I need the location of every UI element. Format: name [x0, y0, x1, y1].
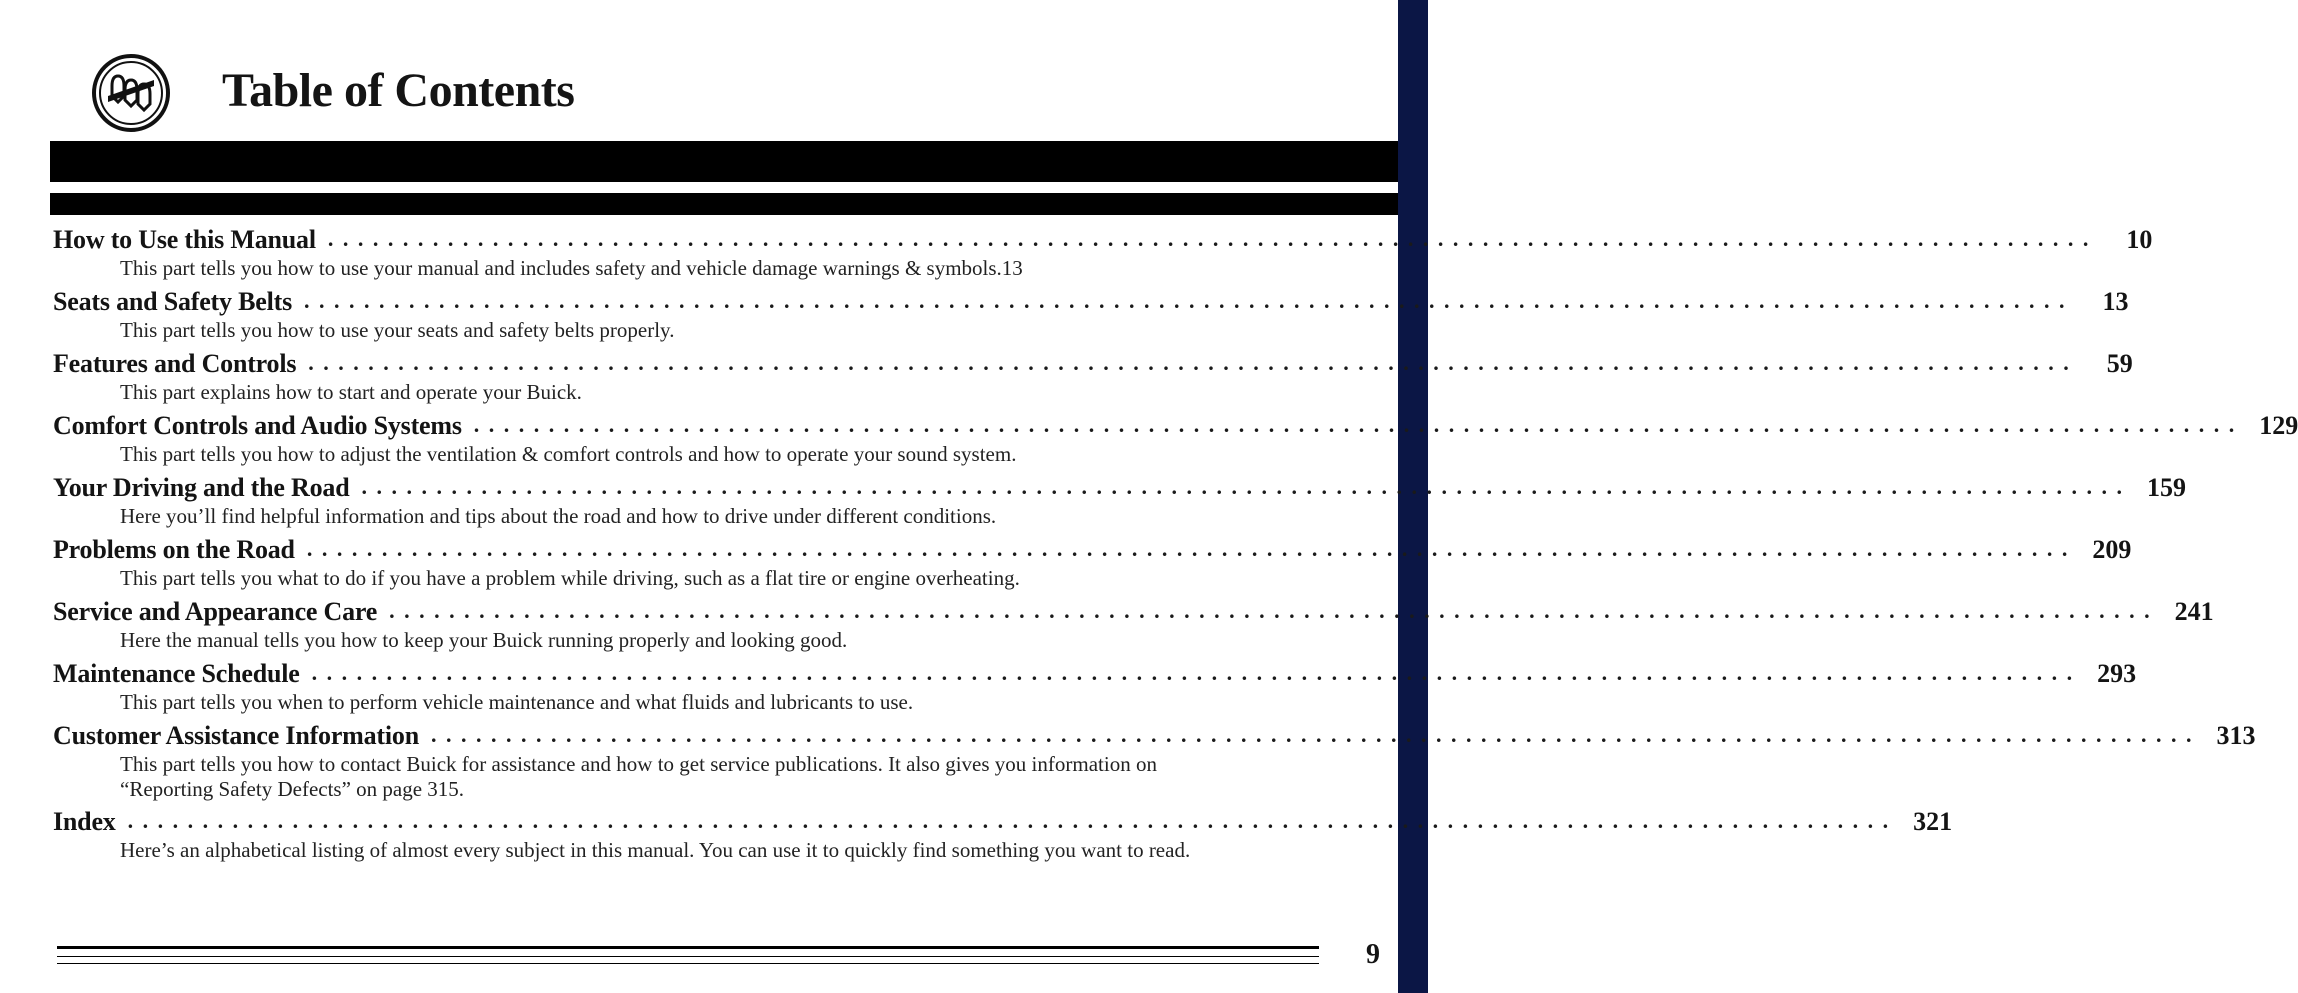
toc-page-number[interactable]: 129 — [2259, 411, 2298, 440]
toc-entry-how-to-use — [53, 224, 2153, 286]
header-band — [50, 141, 1398, 182]
leader-dots: . . . . . . . . . . . . . . . . . . . . . . . . . . . . . . . . . . . . . . . . . . . . . . . . . . . . . . . . . . . . . . . . . . . . . . . . . . . . . . . . . . . . . . . . . . . . . . . . . . . . . . . . . . . . . . . . . . . . . . — [311, 660, 2075, 685]
toc-entry-title[interactable]: Seats and Safety Belts — [53, 287, 292, 316]
toc-page-number[interactable]: 293 — [2097, 659, 2137, 688]
toc-page-number[interactable]: 321 — [1913, 807, 1953, 836]
leader-dots: . . . . . . . . . . . . . . . . . . . . . . . . . . . . . . . . . . . . . . . . . . . . . . . . . . . . . . . . . . . . . . . . . . . . . . . . . . . . . . . . . . . . . . . . . . . . . . . . . . . . . . . . . . . . . . . . . . . . . . — [127, 808, 1891, 833]
toc-entry-title[interactable]: Your Driving and the Road — [53, 473, 350, 502]
toc-page-number[interactable]: 313 — [2216, 721, 2256, 750]
page-title: Table of Contents — [222, 64, 575, 117]
toc-entry-description: This part tells you what to do if you have a problem while driving, such as a flat tire or engine overheating. — [120, 566, 1020, 590]
toc-entry-title[interactable]: Features and Controls — [53, 349, 297, 378]
footer-rule — [57, 946, 1319, 949]
toc-entry-title[interactable]: Maintenance Schedule — [53, 659, 300, 688]
toc-entry-description: This part explains how to start and operate your Buick. — [120, 380, 582, 404]
header-band-thin — [50, 193, 1398, 215]
leader-dots: . . . . . . . . . . . . . . . . . . . . . . . . . . . . . . . . . . . . . . . . . . . . . . . . . . . . . . . . . . . . . . . . . . . . . . . . . . . . . . . . . . . . . . . . . . . . . . . . . . . . . . . . . . . . . . . . . . . . . . — [308, 350, 2071, 375]
toc-entry-description: Here’s an alphabetical listing of almost every subject in this manual. You can use it to quickly find something you want to read. — [120, 838, 1191, 862]
toc-entry-description: Here you’ll find helpful information and tips about the road and how to drive under different conditions. — [120, 504, 997, 528]
toc-entry-index — [53, 806, 1953, 892]
toc-entry-description: This part tells you how to use your seats and safety belts properly. — [120, 318, 675, 342]
folio-page-number: 9 — [1366, 939, 1380, 970]
buick-tri-shield-icon — [90, 52, 172, 134]
toc-entry-seats-belts — [53, 286, 2129, 348]
footer-rule — [57, 956, 1319, 957]
toc-page-number[interactable]: 241 — [2174, 597, 2214, 626]
toc-list — [53, 224, 2298, 892]
toc-page-number[interactable]: 13 — [2102, 287, 2129, 316]
toc-page-number[interactable]: 159 — [2146, 473, 2186, 502]
toc-entry-title[interactable]: How to Use this Manual — [53, 225, 316, 254]
toc-entry-description: This part tells you how to use your manual and includes safety and vehicle damage warnings & symbols.13 — [120, 256, 1023, 280]
leader-dots: . . . . . . . . . . . . . . . . . . . . . . . . . . . . . . . . . . . . . . . . . . . . . . . . . . . . . . . . . . . . . . . . . . . . . . . . . . . . . . . . . . . . . . . . . . . . . . . . . . . . . . . . . . . . . . . . . . . . . . — [304, 288, 2067, 313]
toc-entry-service-care — [53, 596, 2214, 658]
toc-entry-driving-road — [53, 472, 2186, 534]
toc-entry-problems-road — [53, 534, 2132, 596]
toc-entry-title[interactable]: Service and Appearance Care — [53, 597, 378, 626]
leader-dots: . . . . . . . . . . . . . . . . . . . . . . . . . . . . . . . . . . . . . . . . . . . . . . . . . . . . . . . . . . . . . . . . . . . . . . . . . . . . . . . . . . . . . . . . . . . . . . . . . . . . . . . . . . . . . . . . . . . . . . — [327, 226, 2091, 251]
leader-dots: . . . . . . . . . . . . . . . . . . . . . . . . . . . . . . . . . . . . . . . . . . . . . . . . . . . . . . . . . . . . . . . . . . . . . . . . . . . . . . . . . . . . . . . . . . . . . . . . . . . . . . . . . . . . . . . . . . . . . . — [389, 598, 2152, 623]
toc-page-number[interactable]: 59 — [2106, 349, 2133, 378]
toc-entry-title[interactable]: Problems on the Road — [53, 535, 295, 564]
toc-entry-features-controls — [53, 348, 2133, 410]
toc-entry-description: This part tells you how to adjust the ventilation & comfort controls and how to operate your sound system. — [120, 442, 1017, 466]
leader-dots: . . . . . . . . . . . . . . . . . . . . . . . . . . . . . . . . . . . . . . . . . . . . . . . . . . . . . . . . . . . . . . . . . . . . . . . . . . . . . . . . . . . . . . . . . . . . . . . . . . . . . . . . . . . . . . . . . . . . . . — [430, 722, 2194, 747]
toc-page-number[interactable]: 10 — [2126, 225, 2153, 254]
toc-entry-maintenance — [53, 658, 2137, 720]
leader-dots: . . . . . . . . . . . . . . . . . . . . . . . . . . . . . . . . . . . . . . . . . . . . . . . . . . . . . . . . . . . . . . . . . . . . . . . . . . . . . . . . . . . . . . . . . . . . . . . . . . . . . . . . . . . . . . . . . . . . . . — [306, 536, 2070, 561]
toc-entry-description: This part tells you how to contact Buick for assistance and how to get service publications. It also gives you information on “Reporting Safety Defects” on page 315. — [120, 752, 1157, 801]
leader-dots: . . . . . . . . . . . . . . . . . . . . . . . . . . . . . . . . . . . . . . . . . . . . . . . . . . . . . . . . . . . . . . . . . . . . . . . . . . . . . . . . . . . . . . . . . . . . . . . . . . . . . . . . . . . . . . . . . . . . . . — [473, 412, 2237, 437]
toc-entry-description: This part tells you when to perform vehicle maintenance and what fluids and lubricants to use. — [120, 690, 914, 714]
toc-entry-title[interactable]: Customer Assistance Information — [53, 721, 419, 750]
footer-rule — [57, 963, 1319, 964]
leader-dots: . . . . . . . . . . . . . . . . . . . . . . . . . . . . . . . . . . . . . . . . . . . . . . . . . . . . . . . . . . . . . . . . . . . . . . . . . . . . . . . . . . . . . . . . . . . . . . . . . . . . . . . . . . . . . . . . . . . . . . — [361, 474, 2124, 499]
toc-page-number[interactable]: 209 — [2092, 535, 2132, 564]
toc-entry-description: Here the manual tells you how to keep your Buick running properly and looking good. — [120, 628, 848, 652]
toc-entry-title[interactable]: Comfort Controls and Audio Systems — [53, 411, 462, 440]
toc-entry-customer-assistance — [53, 720, 2256, 806]
toc-entry-comfort-audio — [53, 410, 2298, 472]
toc-entry-title[interactable]: Index — [53, 807, 116, 836]
